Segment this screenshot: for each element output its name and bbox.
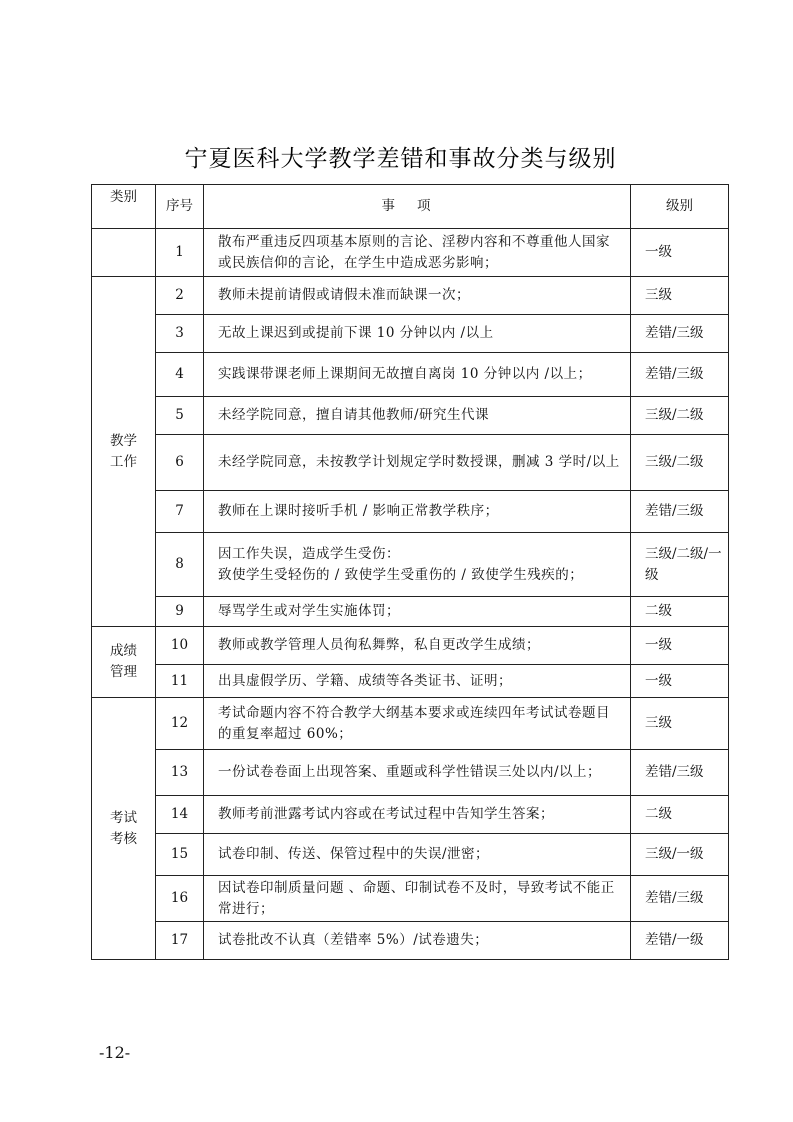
row-level: 差错/一级 [631,922,729,960]
table-row [92,533,729,597]
row-number: 16 [156,876,204,922]
row-level: 差错/三级 [631,876,729,922]
table-row [92,922,729,960]
classification-table [91,184,729,960]
page-title: 宁夏医科大学教学差错和事故分类与级别 [184,146,617,172]
header-category: 类别 [92,185,156,229]
row-number: 15 [156,834,204,876]
row-level: 差错/三级 [631,353,729,397]
row-item: 教师未提前请假或请假未准而缺课一次； [204,277,631,315]
row-level: 一级 [631,665,729,698]
category-label: 教学工作 [110,432,137,470]
table-row [92,597,729,627]
row-level: 三级 [631,277,729,315]
row-item: 试卷印制、传送、保管过程中的失误/泄密； [204,834,631,876]
category-exam [92,698,156,960]
table-row [92,397,729,435]
row-level: 三级/一级 [631,834,729,876]
table-row [92,834,729,876]
row-item: 无故上课迟到或提前下课 10 分钟以内 /以上 [204,315,631,353]
table-row [92,627,729,665]
row-number: 13 [156,750,204,796]
table-row [92,353,729,397]
table-row [92,277,729,315]
header-level: 级别 [631,185,729,229]
row-item: 试卷批改不认真（差错率 5%）/试卷遗失； [204,922,631,960]
row-number: 12 [156,698,204,750]
row-item: 考试命题内容不符合教学大纲基本要求或连续四年考试试卷题目的重复率超过 60%； [204,698,631,750]
row-level: 三级/二级 [631,435,729,491]
row-level: 二级 [631,597,729,627]
row-number: 8 [156,533,204,597]
row-item: 一份试卷卷面上出现答案、重题或科学性错误三处以内/以上； [204,750,631,796]
row-number: 1 [156,229,204,277]
table-row [92,315,729,353]
row-item: 教师考前泄露考试内容或在考试过程中告知学生答案； [204,796,631,834]
row-item: 散布严重违反四项基本原则的言论、淫秽内容和不尊重他人国家或民族信仰的言论，在学生中造成恶劣影响； [204,229,631,277]
row-number: 17 [156,922,204,960]
row-item-line: 因工作失误，造成学生受伤： [218,545,400,562]
table-row [92,665,729,698]
category-label: 考试考核 [110,809,137,847]
row-item: 未经学院同意，未按教学计划规定学时数授课，删减 3 学时/以上 [204,435,631,491]
row-number: 7 [156,491,204,533]
table-row [92,435,729,491]
row-number: 9 [156,597,204,627]
row-number: 2 [156,277,204,315]
table-header-row [92,185,729,229]
row-item: 教师或教学管理人员徇私舞弊，私自更改学生成绩； [204,627,631,665]
row-item: 出具虚假学历、学籍、成绩等各类证书、证明； [204,665,631,698]
header-item: 事项 [204,185,631,229]
row-item: 辱骂学生或对学生实施体罚； [204,597,631,627]
row-level: 差错/三级 [631,750,729,796]
page-number: -12- [99,1043,131,1062]
row-number: 11 [156,665,204,698]
table-row [92,491,729,533]
row-number: 10 [156,627,204,665]
row-item: 未经学院同意，擅自请其他教师/研究生代课 [204,397,631,435]
table-row [92,229,729,277]
table-row [92,750,729,796]
row-level: 一级 [631,627,729,665]
row-level: 一级 [631,229,729,277]
row-level: 二级 [631,796,729,834]
row-level: 差错/三级 [631,315,729,353]
category-grades [92,627,156,698]
header-no: 序号 [156,185,204,229]
row-level: 三级/二级/一级 [631,533,729,597]
row-level: 差错/三级 [631,491,729,533]
row-number: 14 [156,796,204,834]
table-row [92,698,729,750]
table-row [92,876,729,922]
row-item: 教师在上课时接听手机 / 影响正常教学秩序； [204,491,631,533]
category-cell-empty [92,229,156,277]
row-level: 三级/二级 [631,397,729,435]
row-item: 实践课带课老师上课期间无故擅自离岗 10 分钟以内 /以上； [204,353,631,397]
row-number: 5 [156,397,204,435]
row-level: 三级 [631,698,729,750]
row-number: 6 [156,435,204,491]
row-item: 因试卷印制质量问题 、命题、印制试卷不及时，导致考试不能正常进行； [204,876,631,922]
row-item [204,533,631,597]
row-number: 4 [156,353,204,397]
table-row [92,796,729,834]
row-item-line: 致使学生受轻伤的 / 致使学生受重伤的 / 致使学生残疾的； [218,566,584,583]
category-label: 成绩管理 [110,643,137,680]
category-teaching [92,277,156,627]
row-number: 3 [156,315,204,353]
